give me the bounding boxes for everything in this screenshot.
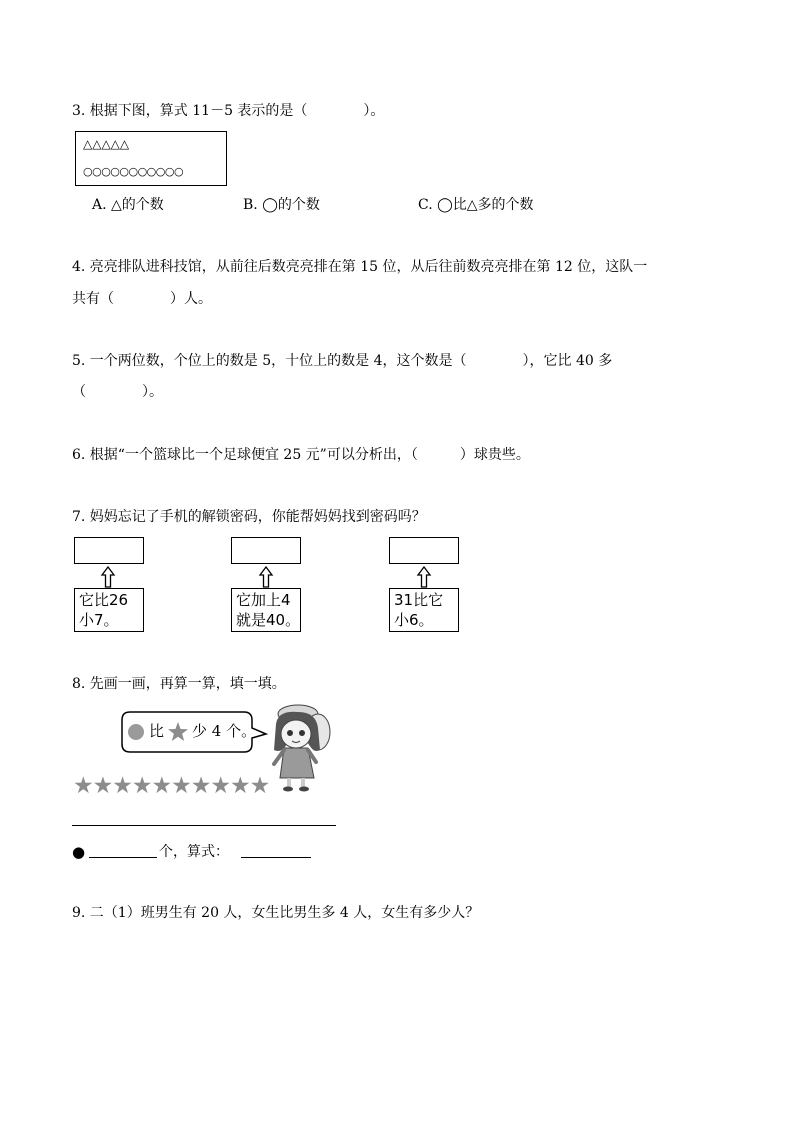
q7-clue-card-2 [231, 588, 301, 632]
bubble-tail-text: 少 4 个。 [192, 722, 257, 740]
q4-text-line2: 共有（ ）人。 [72, 291, 212, 307]
q3-figure-box [75, 131, 227, 186]
q7-answer-box-1[interactable] [74, 537, 144, 564]
q7-clue-1-line1: 它比26 [79, 591, 129, 609]
q3-option-a[interactable]: A. △的个数 [92, 197, 164, 213]
q8-star-row: ★★★★★★★★★★ [73, 773, 270, 799]
q3-option-b[interactable]: B. ◯的个数 [243, 197, 320, 213]
q8-text: 8. 先画一画，再算一算，填一填。 [72, 676, 286, 692]
q7-clue-card-1 [74, 588, 144, 632]
q7-clue-1-line2: 小7。 [79, 611, 119, 629]
q3-option-c[interactable]: C. ◯比△多的个数 [418, 197, 534, 213]
q9-text: 9. 二（1）班男生有 20 人，女生比男生多 4 人，女生有多少人？ [72, 905, 480, 921]
q8-answer-blank-formula[interactable] [241, 857, 311, 858]
q7-clue-3-line2: 小6。 [394, 611, 434, 629]
q7-clue-2-line1: 它加上4 [236, 591, 291, 609]
q7-clue-2-line2: 就是40。 [236, 611, 301, 629]
bubble-word-than: 比 [149, 722, 165, 740]
q5-text-line1: 5. 一个两位数，个位上的数是 5，十位上的数是 4，这个数是（ ），它比 40 多 [72, 353, 613, 369]
q3-circles: ○○○○○○○○○○○ [83, 165, 184, 178]
q7-clue-3-line1: 31比它 [394, 591, 444, 609]
up-arrow-icon [100, 566, 116, 588]
q8-drawing-line[interactable] [72, 825, 336, 826]
q7-clue-card-3 [389, 588, 459, 632]
q4-text-line1: 4. 亮亮排队进科技馆，从前往后数亮亮排在第 15 位，从后往前数亮亮排在第 12 位，这队一 [72, 259, 648, 275]
q8-answer-blank-count[interactable] [89, 857, 157, 858]
girl-illustration [258, 702, 338, 792]
q7-answer-box-2[interactable] [231, 537, 301, 564]
q7-answer-box-3[interactable] [389, 537, 459, 564]
q6-text: 6. 根据“一个篮球比一个足球便宜 25 元”可以分析出，（ ）球贵些。 [72, 447, 530, 463]
q8-answer-unit: 个，算式： [159, 844, 229, 860]
gray-star-icon [167, 721, 189, 743]
up-arrow-icon [416, 566, 432, 588]
q3-triangles: △△△△△ [83, 137, 130, 151]
q7-text: 7. 妈妈忘记了手机的解锁密码，你能帮妈妈找到密码吗？ [72, 509, 426, 525]
q3-text: 3. 根据下图，算式 11－5 表示的是（ ）。 [72, 103, 385, 119]
q5-text-line2: （ ）。 [72, 384, 163, 400]
up-arrow-icon [258, 566, 274, 588]
q8-answer-circle: ● [72, 843, 86, 861]
gray-circle-icon [127, 723, 145, 741]
